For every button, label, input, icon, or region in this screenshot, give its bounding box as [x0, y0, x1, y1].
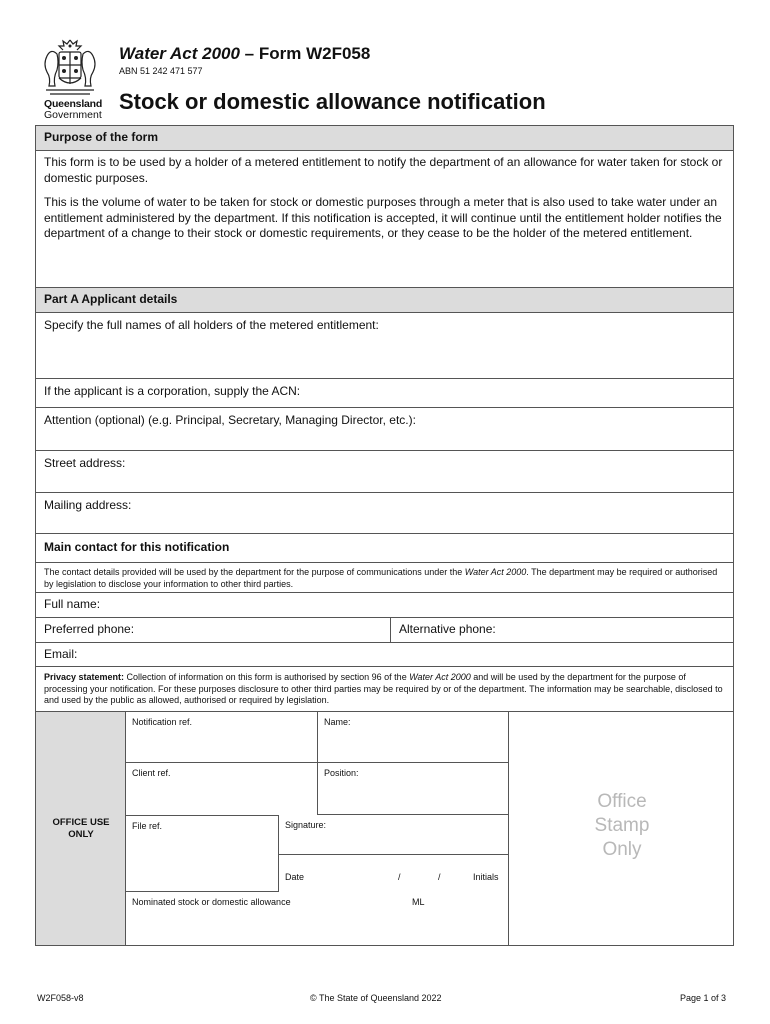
attention-field[interactable]	[36, 408, 733, 451]
street-address-label: Street address:	[44, 456, 126, 470]
footer-copyright: © The State of Queensland 2022	[310, 993, 442, 1003]
client-ref-field[interactable]	[126, 763, 318, 815]
stamp-line-2: Stamp	[594, 815, 650, 836]
footer-page-number: Page 1 of 3	[680, 993, 727, 1003]
holders-field[interactable]	[36, 313, 733, 379]
contact-note-act: Water Act 2000	[464, 567, 527, 577]
office-use-label	[36, 817, 126, 841]
notification-ref-label: Notification ref.	[132, 717, 193, 727]
main-contact-heading: Main contact for this notification	[36, 534, 733, 563]
preferred-phone-label: Preferred phone:	[44, 622, 135, 636]
name-label: Name:	[324, 717, 351, 727]
page-title: Stock or domestic allowance notification	[119, 89, 546, 114]
phone-row	[36, 618, 733, 643]
stamp-line-3: Only	[602, 839, 642, 860]
form-code: – Form W2F058	[239, 44, 371, 63]
preferred-phone-field[interactable]	[36, 618, 391, 642]
logo-text-queensland: Queensland	[44, 98, 103, 110]
signature-label: Signature:	[285, 820, 327, 830]
office-use-grid	[126, 712, 509, 945]
date-slash-1: /	[398, 872, 401, 882]
logo-text-government: Government	[44, 109, 102, 121]
abn: ABN 51 242 471 577	[119, 66, 203, 76]
holders-label: Specify the full names of all holders of the metered entitlement:	[44, 318, 379, 332]
office-stamp-text	[509, 790, 735, 862]
form-table	[35, 125, 734, 946]
contact-note-suffix: . The department may be required or authorised by legislation to disclose your information to other third parties.	[44, 567, 718, 589]
act-and-form-code	[119, 44, 370, 64]
coat-of-arms-icon	[42, 36, 98, 98]
privacy-label: Privacy statement:	[44, 672, 125, 682]
date-slash-2: /	[438, 872, 441, 882]
full-name-field[interactable]	[36, 593, 733, 618]
footer-form-code: W2F058-v8	[37, 993, 84, 1003]
purpose-para-1: This form is to be used by a holder of a metered entitlement to notify the department of an allowance for water taken for stock or domestic purposes.	[44, 155, 723, 185]
nominated-allowance-field[interactable]	[126, 892, 509, 945]
full-name-label: Full name:	[44, 597, 101, 611]
stamp-line-1: Office	[597, 791, 647, 812]
client-ref-label: Client ref.	[132, 768, 171, 778]
position-field[interactable]	[318, 763, 509, 815]
acn-field[interactable]	[36, 379, 733, 408]
queensland-government-logo	[38, 36, 104, 122]
privacy-statement	[36, 667, 733, 712]
position-label: Position:	[324, 768, 359, 778]
name-field[interactable]	[318, 712, 509, 763]
nominated-allowance-label: Nominated stock or domestic allowance	[132, 897, 291, 907]
initials-label: Initials	[473, 872, 499, 882]
purpose-heading: Purpose of the form	[36, 126, 733, 151]
privacy-text-prefix: Collection of information on this form is authorised by section 96 of the	[124, 672, 410, 682]
office-use-block	[36, 712, 733, 945]
file-ref-field[interactable]	[126, 815, 279, 892]
alternative-phone-field[interactable]	[391, 618, 504, 642]
part-a-heading: Part A Applicant details	[36, 288, 733, 313]
contact-note-prefix: The contact details provided will be used by the department for the purpose of communications under the	[44, 567, 465, 577]
file-ref-label: File ref.	[132, 821, 163, 831]
acn-label: If the applicant is a corporation, supply the ACN:	[44, 384, 301, 398]
attention-label: Attention (optional) (e.g. Principal, Secretary, Managing Director, etc.):	[44, 413, 416, 427]
notification-ref-field[interactable]	[126, 712, 318, 763]
act-name: Water Act 2000	[119, 44, 240, 63]
privacy-text-suffix: and will be used by the department for the purpose of processing your notification. For these purposes disclosure to other third parties may be required by or of the department. The information may be searchable, disclosed to and used by the public as allowed, authorised or required by legislation.	[44, 672, 723, 705]
contact-note	[36, 563, 733, 593]
date-label: Date	[285, 872, 305, 882]
ml-unit: ML	[412, 897, 425, 907]
privacy-act: Water Act 2000	[409, 672, 471, 682]
signature-field[interactable]	[279, 815, 509, 855]
purpose-text	[36, 151, 733, 288]
mailing-address-field[interactable]	[36, 493, 733, 534]
alternative-phone-label: Alternative phone:	[399, 622, 496, 636]
street-address-field[interactable]	[36, 451, 733, 493]
mailing-address-label: Mailing address:	[44, 498, 132, 512]
office-use-label-1: OFFICE USE	[52, 817, 110, 828]
email-field[interactable]	[36, 643, 733, 667]
email-label: Email:	[44, 647, 78, 661]
date-initials-field[interactable]	[279, 872, 509, 892]
office-use-label-2: ONLY	[68, 829, 94, 840]
purpose-para-2: This is the volume of water to be taken for stock or domestic purposes through a meter that is also used to take water under an entitlement administered by the department. If this notification is accepted, it will continue until the entitlement holder notifies the department of a change to their stock or domestic requirements, or they cease to be the holder of the metered entitlement.	[44, 195, 722, 240]
office-stamp-area	[509, 712, 735, 945]
office-use-label-panel	[36, 712, 126, 945]
